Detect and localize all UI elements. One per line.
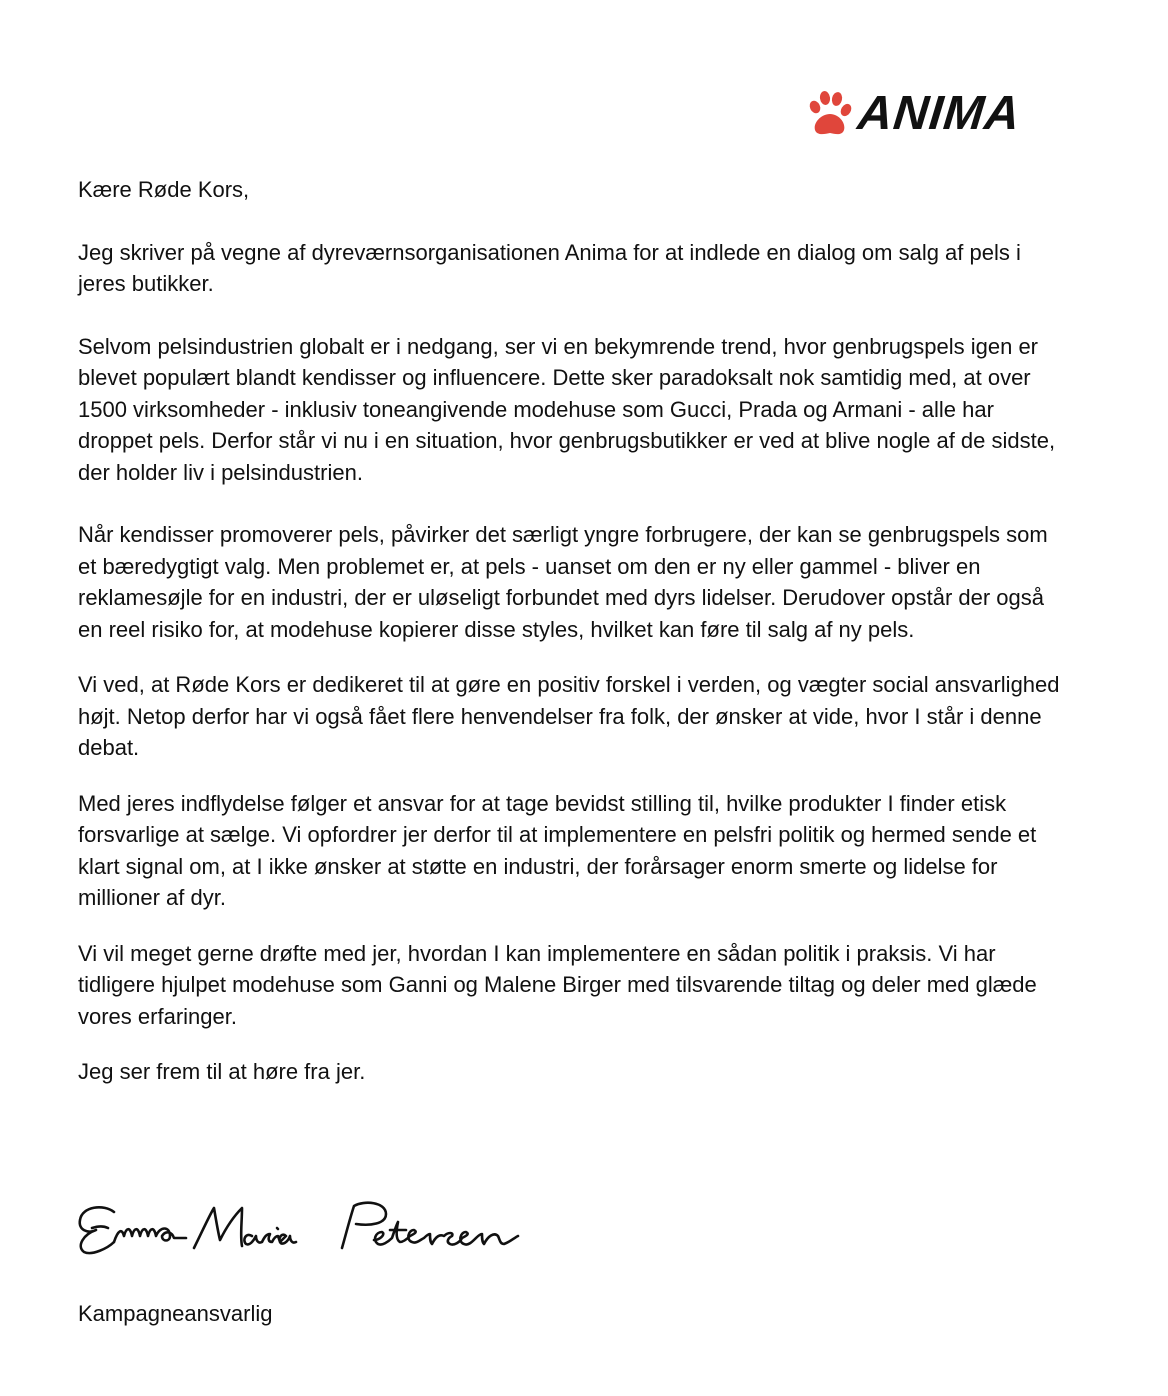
paragraph-3: Når kendisser promoverer pels, påvirker det særligt yngre forbrugere, der kan se genbrugspels som et bæredygtigt valg. Men problemet er, at pels - uanset om den er ny eller gammel - bliver en reklamesøjle for en industri, der er uløseligt forbundet med dyrs lidelser. Derudover opstår der også en reel risiko for, at modehuse kopierer disse styles, hvilket kan føre til salg af ny pels.: [78, 522, 1048, 642]
handwritten-signature: [74, 1190, 634, 1260]
salutation: Kære Røde Kors,: [78, 177, 250, 202]
closing-line: Jeg ser frem til at høre fra jer.: [78, 1059, 366, 1084]
paragraph-4: Vi ved, at Røde Kors er dedikeret til at gøre en positiv forskel i verden, og vægter social ansvarlighed højt. Netop derfor har vi også fået flere henvendelser fra folk, der ønsker at vide, hvor I står i denne debat.: [78, 672, 1060, 760]
anima-logo: [806, 86, 1056, 142]
paragraph-6: Vi vil meget gerne drøfte med jer, hvordan I kan implementere en sådan politik i praksis. Vi har tidligere hjulpet modehuse som Ganni og Malene Birger med tilsvarende tiltag og deler med glæde vores erfaringer.: [78, 940, 1037, 1029]
logo-wordmark: ANIMA: [855, 87, 1024, 140]
paw-icon: [806, 90, 852, 138]
letter-body: [78, 174, 1068, 1119]
paragraph-5: Med jeres indflydelse følger et ansvar for at tage bevidst stilling til, hvilke produkter I finder etisk forsvarlige at sælge. Vi opfordrer jer derfor til at implementere en pelsfri politik og hermed sende et klart signal om, at I ikke ønsker at støtte en industri, der forårsager enorm smerte og lidelse for millioner af dyr.: [78, 790, 1037, 910]
paragraph-1: Jeg skriver på vegne af dyreværnsorganisationen Anima for at indlede en dialog om salg af pels i jeres butikker.: [78, 239, 1021, 296]
signer-title: Kampagneansvarlig: [78, 1301, 273, 1326]
paragraph-2: Selvom pelsindustrien globalt er i nedgang, ser vi en bekymrende trend, hvor genbrugspels igen er blevet populært blandt kendisser og influencere. Dette sker paradoksalt nok samtidig med, at over 1500 virksomheder - inklusiv toneangivende modehuse som Gucci, Prada og Armani - alle har droppet pels. Derfor står vi nu i en situation, hvor genbrugsbutikker er ved at blive nogle af de sidste, der holder liv i pelsindustrien.: [78, 333, 1056, 485]
